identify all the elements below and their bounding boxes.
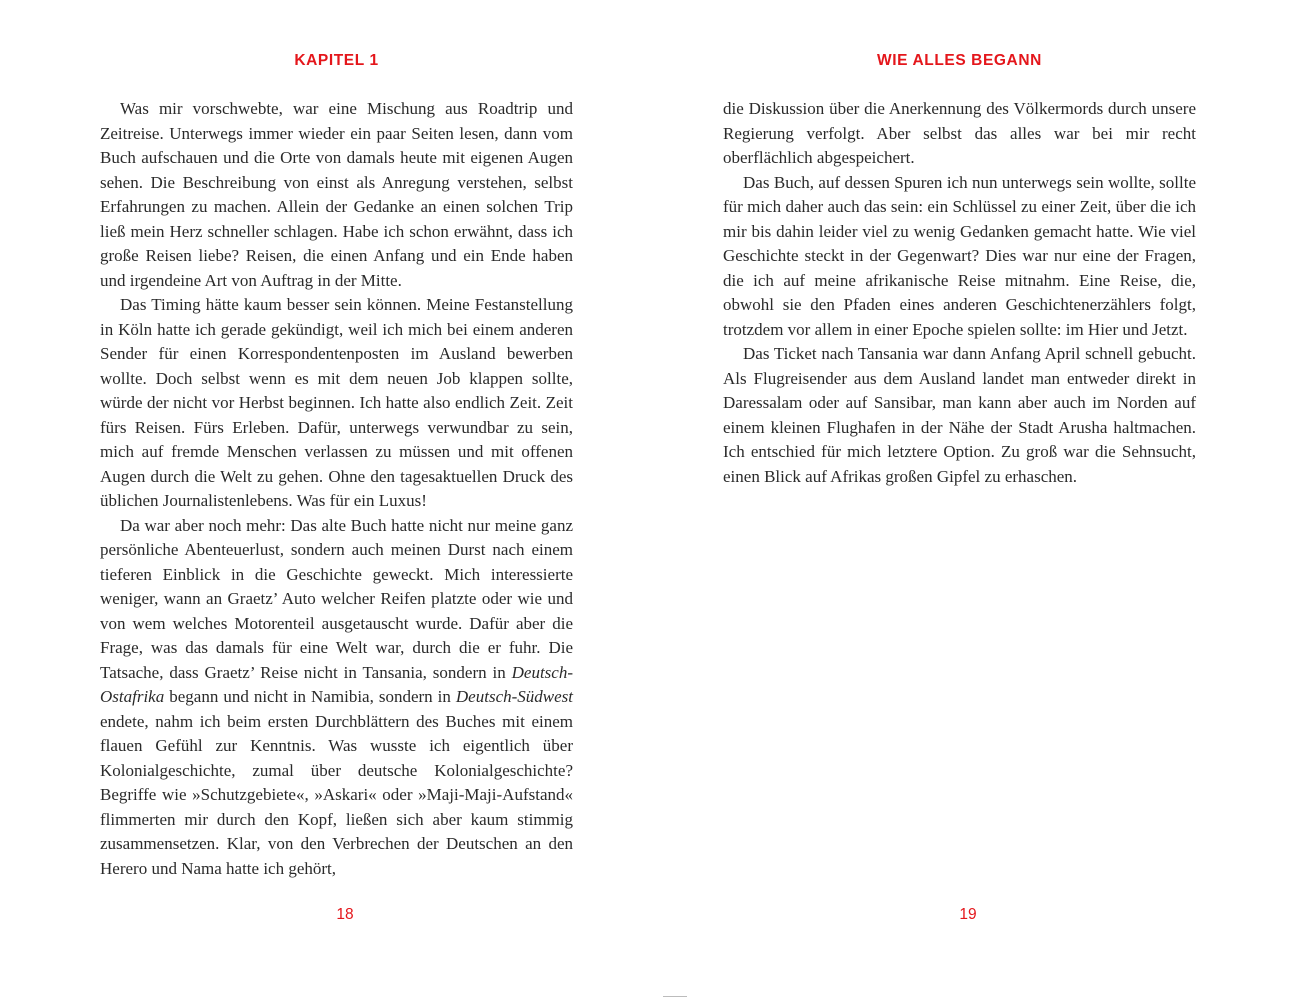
body-text-right: [723, 97, 1196, 489]
gutter-mark: [663, 996, 687, 997]
paragraph-text: endete, nahm ich beim ersten Durchblättern des Buches mit einem flauen Gefühl zur Kenntnis. Was wusste ich eigentlich über Kolonialgeschichte, zumal über deutsche Kolonialgeschichte? Begriffe wie »Schutzgebiete«, »Askari« oder »Maji-Maji-Aufstand« flimmerten mir durch den Kopf, ließen sich aber kaum stimmig zusammensetzen. Klar, von den Verbrechen der Deutschen an den Herero und Nama hatte ich gehört,: [100, 711, 573, 878]
body-text-left: [100, 97, 573, 881]
paragraph: [100, 514, 573, 882]
paragraph: Das Timing hätte kaum besser sein können. Meine Festanstellung in Köln hatte ich gerade gekündigt, weil ich mich bei einem anderen Sender für einen Korrespondentenposten im Ausland bewerben wollte. Doch selbst wenn es mit dem neuen Job klappen sollte, würde der nicht vor Herbst beginnen. Ich hatte also endlich Zeit. Zeit fürs Reisen. Fürs Erleben. Dafür, unterwegs verwundbar zu sein, mich auf fremde Menschen verlassen zu müssen und mit offenen Augen durch die Welt zu gehen. Ohne den tagesaktuellen Druck des üblichen Journalistenlebens. Was für ein Luxus!: [100, 295, 573, 510]
italic-term: Deutsch-Ostafrika: [100, 662, 573, 706]
paragraph: Was mir vorschwebte, war eine Mischung aus Roadtrip und Zeitreise. Unterwegs immer wieder ein paar Seiten lesen, dann vom Buch aufschauen und die Orte von damals heute mit eigenen Augen sehen. Die Beschreibung von einst als Anregung verstehen, selbst Erfahrungen zu machen. Allein der Gedanke an einen solchen Trip ließ mein Herz schneller schlagen. Habe ich schon erwähnt, dass ich große Reisen liebe? Reisen, die einen Anfang und ein Ende haben und irgendeine Art von Auftrag in der Mitte.: [100, 99, 573, 290]
paragraph: Das Buch, auf dessen Spuren ich nun unterwegs sein wollte, sollte für mich daher auch das sein: ein Schlüssel zu einer Zeit, über die ich mir bis dahin leider viel zu wenig Gedanken gemacht hatte. Wie viel Geschichte steckt in der Gegenwart? Dies war nur eine der Fragen, die ich auf meine afrikanische Reise mitnahm. Eine Reise, die, obwohl sie den Pfaden eines anderen Geschichtenerzählers folgt, trotzdem vor allem in einer Epoche spielen sollte: im Hier und Jetzt.: [723, 172, 1196, 339]
page-number-left: 18: [336, 906, 354, 923]
running-head-left: KAPITEL 1: [294, 52, 379, 69]
paragraph: die Diskussion über die Anerkennung des Völkermords durch unsere Regierung verfolgt. Aber selbst das alles war bei mir recht oberflächlich abgespeichert.: [723, 99, 1196, 167]
paragraph-text: Da war aber noch mehr: Das alte Buch hatte nicht nur meine ganz persönliche Abenteuerlust, sondern auch meinen Durst nach einem tieferen Einblick in die Geschichte geweckt. Mich interessierte weniger, wann an Graetz’ Auto welcher Reifen platzte oder wie und von wem welches Motorenteil ausgetauscht wurde. Dafür aber die Frage, was das damals für eine Welt war, durch die er fuhr. Die Tatsache, dass Graetz’ Reise nicht in Tansania, sondern in: [100, 515, 573, 682]
paragraph-text: begann und nicht in Namibia, sondern in: [164, 687, 456, 706]
right-page: [648, 0, 1295, 1000]
running-head-right: WIE ALLES BEGANN: [877, 52, 1042, 69]
italic-term: Deutsch-Südwest: [455, 687, 573, 706]
paragraph: Das Ticket nach Tansania war dann Anfang April schnell gebucht. Als Flugreisender aus dem Ausland landet man entweder direkt in Daressalam oder auf Sansibar, man kann aber auch im Norden auf einem kleinen Flughafen in der Nähe der Stadt Arusha haltmachen. Ich entschied für mich letztere Option. Zu groß war die Sehnsucht, einen Blick auf Afrikas großen Gipfel zu erhaschen.: [723, 344, 1196, 486]
page-number-right: 19: [959, 906, 977, 923]
